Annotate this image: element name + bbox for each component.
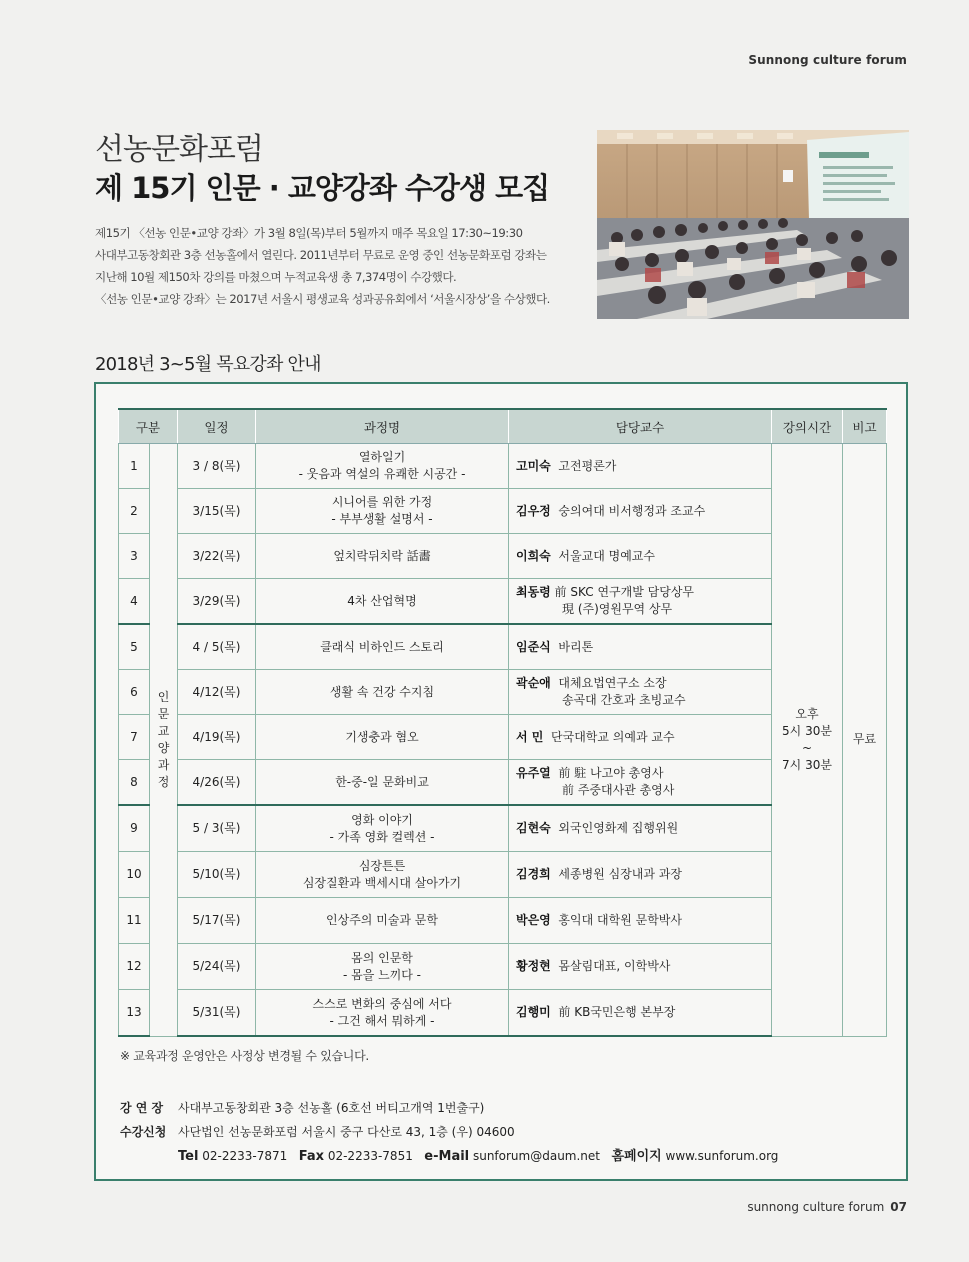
professor-name: 김우정 (516, 503, 551, 518)
course-line: 한-중-일 문화비교 (335, 774, 429, 789)
professor-title: 몸살림대표, 이학박사 (558, 959, 671, 973)
header-course: 과정명 (256, 409, 509, 444)
time-line: ~ (801, 740, 813, 755)
note-cell: 무료 (843, 444, 887, 1037)
course-line: 영화 이야기 (351, 812, 413, 827)
table-row (119, 624, 887, 670)
course-line: 기생충과 혐오 (345, 729, 419, 744)
course-line: 4차 산업혁명 (347, 593, 417, 608)
row-date: 5 / 3(목) (178, 805, 256, 852)
row-number: 7 (119, 715, 150, 760)
row-professor (509, 670, 772, 715)
row-date: 5/10(목) (178, 852, 256, 898)
row-date: 4/19(목) (178, 715, 256, 760)
row-date: 5/31(목) (178, 990, 256, 1037)
row-course (256, 489, 509, 534)
row-number: 1 (119, 444, 150, 489)
professor-name: 김현숙 (516, 821, 551, 835)
header-time: 강의시간 (772, 409, 843, 444)
row-course (256, 898, 509, 944)
row-number: 13 (119, 990, 150, 1037)
row-course (256, 805, 509, 852)
row-course (256, 624, 509, 670)
table-row (119, 670, 887, 715)
footer-brand: sunnong culture forum (747, 1200, 885, 1214)
professor-title: 前 駐 나고야 총영사 (558, 766, 664, 780)
row-date: 4/12(목) (178, 670, 256, 715)
page-number: 07 (890, 1200, 907, 1214)
category-char: 정 (157, 774, 170, 789)
table-row (119, 944, 887, 990)
professor-name: 김행미 (516, 1005, 551, 1019)
professor-name: 황정현 (516, 959, 551, 973)
row-date: 3/15(목) (178, 489, 256, 534)
professor-name: 박은영 (516, 913, 551, 927)
row-course (256, 444, 509, 489)
row-number: 10 (119, 852, 150, 898)
professor-title: 숭의여대 비서행정과 조교수 (558, 503, 706, 518)
row-course (256, 944, 509, 990)
row-professor (509, 760, 772, 806)
table-row (119, 898, 887, 944)
course-line: 스스로 변화의 중심에 서다 (312, 996, 452, 1011)
professor-title: 대체요법연구소 소장 (558, 676, 667, 690)
row-course (256, 715, 509, 760)
intro-paragraph (95, 222, 585, 310)
forum-name: 선농문화포럼 (95, 132, 263, 167)
header-note: 비고 (843, 409, 887, 444)
table-header-row (119, 409, 887, 444)
course-line: 심장튼튼 (358, 858, 406, 873)
professor-title: 前 SKC 연구개발 담당상무 (554, 585, 694, 599)
schedule-notice: ※ 교육과정 운영안은 사정상 변경될 수 있습니다. (120, 1049, 369, 1063)
professor-name: 임준식 (516, 639, 551, 654)
category-char: 과 (157, 757, 170, 772)
row-course (256, 579, 509, 625)
row-course (256, 990, 509, 1037)
homepage-link[interactable]: www.sunforum.org (665, 1149, 779, 1163)
row-professor (509, 579, 772, 625)
category-char: 양 (157, 740, 170, 755)
course-line: 인상주의 미술과 문학 (326, 913, 438, 927)
row-number: 6 (119, 670, 150, 715)
email-link[interactable]: sunforum@daum.net (472, 1149, 600, 1163)
page-title: 제 15기 인문 · 교양강좌 수강생 모집 (95, 171, 550, 205)
row-date: 5/24(목) (178, 944, 256, 990)
course-line: 생활 속 건강 수지침 (329, 684, 435, 699)
row-number: 9 (119, 805, 150, 852)
row-professor (509, 944, 772, 990)
row-course (256, 670, 509, 715)
category-char: 인 (157, 689, 170, 704)
course-line: 몸의 인문학 (351, 950, 413, 965)
table-row (119, 444, 887, 489)
professor-title-2: 現 (주)영원무역 상무 (562, 602, 673, 616)
row-date: 3/29(목) (178, 579, 256, 625)
row-professor (509, 489, 772, 534)
professor-title: 세종병원 심장내과 과장 (558, 867, 682, 881)
category-char: 교 (157, 723, 170, 738)
category-char: 문 (157, 706, 170, 721)
row-date: 3/22(목) (178, 534, 256, 579)
section-title: 2018년 3~5월 목요강좌 안내 (95, 354, 321, 375)
table-row (119, 805, 887, 852)
professor-name: 고미숙 (516, 458, 551, 473)
professor-title-2: 前 주중대사관 총영사 (562, 783, 675, 797)
tel-number: 02-2233-7871 (202, 1149, 288, 1163)
row-number: 3 (119, 534, 150, 579)
professor-title: 홍익대 대학원 문학박사 (558, 913, 682, 927)
intro-line: 제15기 〈선농 인문•교양 강좌〉가 3월 8일(목)부터 5월까지 매주 목요일 17:30~19:30 (95, 226, 523, 240)
lecture-photo-illustration (597, 130, 909, 319)
course-line: - 부부생활 설명서 - (331, 512, 433, 526)
row-number: 8 (119, 760, 150, 806)
lecture-photo (597, 130, 909, 319)
table-row (119, 579, 887, 625)
table-row (119, 534, 887, 579)
course-line: - 웃음과 역설의 유쾌한 시공간 - (298, 467, 466, 481)
row-professor (509, 805, 772, 852)
row-professor (509, 715, 772, 760)
row-date: 3 / 8(목) (178, 444, 256, 489)
table-row (119, 990, 887, 1037)
table-row (119, 489, 887, 534)
row-number: 5 (119, 624, 150, 670)
professor-title-2: 송곡대 간호과 초빙교수 (562, 693, 686, 707)
course-line: - 그건 해서 뭐하게 - (329, 1013, 435, 1028)
row-course (256, 852, 509, 898)
professor-title: 고전평론가 (558, 458, 617, 473)
row-professor (509, 444, 772, 489)
row-number: 4 (119, 579, 150, 625)
venue-line (120, 1096, 778, 1120)
row-date: 5/17(목) (178, 898, 256, 944)
row-date: 4/26(목) (178, 760, 256, 806)
time-line: 7시 30분 (782, 757, 832, 772)
course-line: 열하일기 (358, 450, 406, 464)
venue-text: 사대부고동창회관 3층 선농홀 (6호선 버티고개역 1번출구) (178, 1101, 485, 1115)
row-professor (509, 852, 772, 898)
apply-line (120, 1120, 778, 1144)
professor-name: 곽순애 (516, 676, 551, 690)
time-line: 오후 (795, 706, 819, 721)
time-cell (772, 444, 843, 1037)
header-category: 구분 (119, 409, 178, 444)
row-professor (509, 898, 772, 944)
fax-number: 02-2233-7851 (327, 1149, 413, 1163)
time-line: 5시 30분 (782, 723, 832, 738)
header-professor: 담당교수 (509, 409, 772, 444)
course-line: - 가족 영화 컬렉션 - (329, 829, 435, 844)
professor-name: 김경희 (516, 867, 551, 881)
email-label: e-Mail (424, 1149, 470, 1164)
info-section (120, 1096, 778, 1169)
professor-name: 유주열 (516, 766, 551, 780)
row-date: 4 / 5(목) (178, 624, 256, 670)
header-date: 일정 (178, 409, 256, 444)
footer (747, 1200, 907, 1214)
row-number: 12 (119, 944, 150, 990)
header-brand: Sunnong culture forum (748, 53, 907, 67)
course-line: 시니어를 위한 가정 (331, 495, 433, 509)
intro-line: 지난해 10월 제150차 강의를 마쳤으며 누적교육생 총 7,374명이 수강했다. (95, 270, 457, 284)
schedule-table (118, 408, 887, 1037)
professor-title: 바리톤 (558, 639, 594, 654)
schedule-box (94, 382, 908, 1181)
table-row (119, 760, 887, 806)
apply-text: 사단법인 선농문화포럼 서울시 중구 다산로 43, 1층 (우) 04600 (178, 1125, 515, 1139)
course-line: 심장질환과 백세시대 살아가기 (302, 875, 462, 890)
tel-label: Tel (178, 1149, 199, 1164)
professor-title: 서울교대 명예교수 (558, 548, 655, 563)
apply-label: 수강신청 (120, 1125, 167, 1139)
professor-name: 이희숙 (516, 548, 551, 563)
row-professor (509, 990, 772, 1037)
professor-title: 외국인영화제 집행위원 (558, 821, 679, 835)
course-line: 클래식 비하인드 스토리 (320, 639, 444, 654)
fax-label: Fax (298, 1149, 324, 1164)
row-course (256, 760, 509, 806)
row-professor (509, 624, 772, 670)
homepage-label: 홈페이지 (611, 1149, 662, 1164)
intro-line: 〈선농 인문•교양 강좌〉는 2017년 서울시 평생교육 성과공유회에서 ‘서울시장상’을 수상했다. (95, 292, 550, 306)
row-number: 11 (119, 898, 150, 944)
professor-name: 서 민 (516, 729, 544, 744)
professor-title: 단국대학교 의예과 교수 (551, 729, 675, 744)
row-number: 2 (119, 489, 150, 534)
venue-label: 강 연 장 (120, 1101, 164, 1115)
table-row (119, 715, 887, 760)
professor-name: 최동령 (516, 585, 551, 599)
row-course (256, 534, 509, 579)
category-cell (150, 444, 178, 1037)
professor-title: 前 KB국민은행 본부장 (558, 1005, 676, 1019)
row-professor (509, 534, 772, 579)
course-line: 엎치락뒤치락 話畵 (333, 548, 431, 563)
intro-line: 사대부고동창회관 3층 선농홀에서 열린다. 2011년부터 무료로 운영 중인 선농문화포럼 강좌는 (95, 248, 547, 262)
table-row (119, 852, 887, 898)
contact-line (120, 1144, 778, 1169)
course-line: - 몸을 느끼다 - (342, 967, 422, 982)
